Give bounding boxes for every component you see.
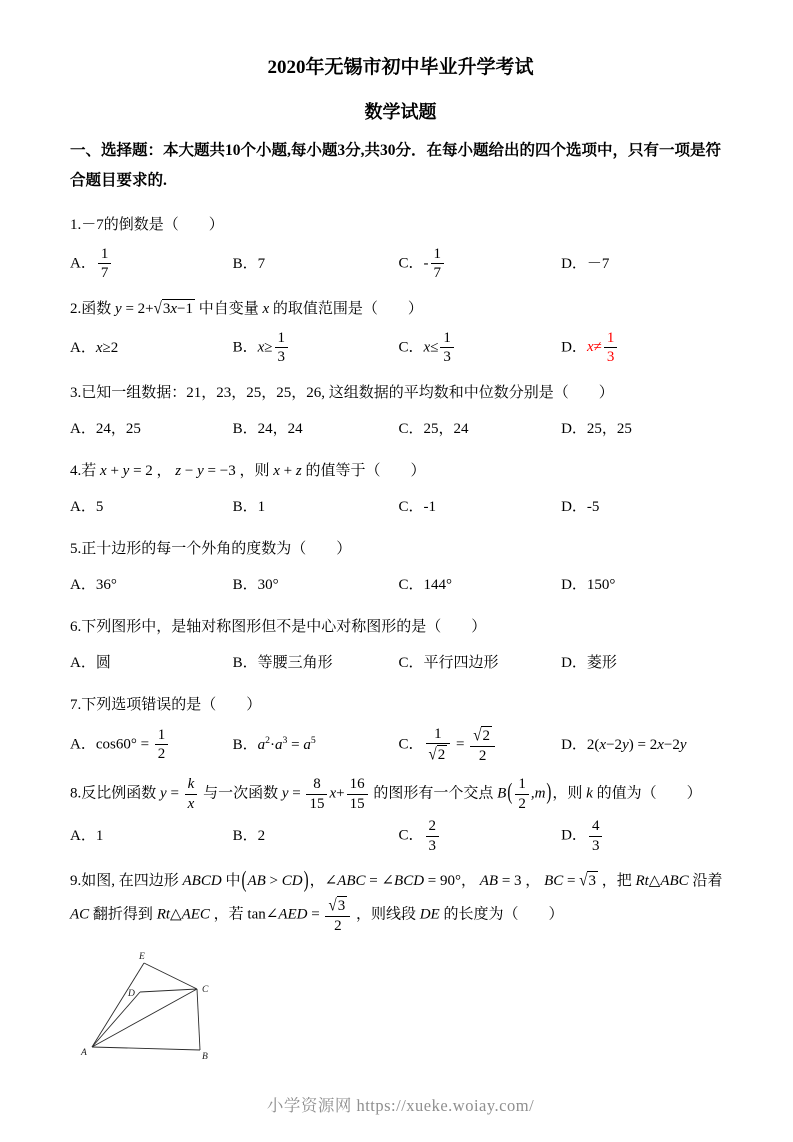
question-3-options	[70, 414, 731, 444]
question-5-stem: 5.正十边形的每一个外角的度数为（ ）	[70, 540, 352, 557]
question-1-option-A: A． $\frac{1}{7}$	[70, 246, 233, 282]
question-5-options	[70, 570, 731, 600]
question-2-options	[70, 330, 731, 366]
question-6	[70, 612, 731, 678]
question-1-stem: 1.－7的倒数是（ ）	[70, 216, 224, 233]
question-2-option-A: A．x≥2	[70, 339, 119, 356]
question-7	[70, 690, 731, 765]
question-5-option-A: A．36°	[70, 576, 117, 593]
question-3-option-A: A．24，25	[70, 420, 141, 437]
question-3-option-C: C．25，24	[398, 420, 469, 437]
question-1-option-D: D．－7	[561, 255, 610, 272]
question-4-options	[70, 492, 731, 522]
question-5	[70, 534, 731, 600]
question-9-stem: 9.如图, 在四边形 ABCD 中(AB > CD)，∠ABC = ∠BCD = 90°， AB = 3 ， BC = √3 ，把 Rt△ABC 沿着 AC 翻折得到 Rt△AEC ，若 tan∠AED = $\frac{√3}{2}$ ，则线段 DE 的长度为（ ）	[70, 868, 723, 935]
question-6-option-B: B．等腰三角形	[232, 654, 333, 671]
question-6-option-D: D．菱形	[561, 654, 617, 671]
question-7-option-C: C． $\frac{1}{√2}$ = $\frac{√2}{2}$	[399, 726, 562, 765]
question-1-option-C: C．- $\frac{1}{7}$	[399, 246, 562, 282]
figure-label-a: A	[81, 1047, 87, 1058]
exam-subtitle: 数学试题	[364, 101, 437, 122]
question-8-option-B: B．2	[232, 828, 266, 845]
question-1-options	[70, 246, 731, 282]
question-5-option-B: B．30°	[232, 576, 279, 593]
question-8-options	[70, 818, 731, 854]
question-1-option-B: B．7	[232, 255, 266, 272]
question-6-option-A: A．圆	[70, 654, 111, 671]
question-4-option-D: D．-5	[561, 498, 600, 515]
question-5-option-C: C．144°	[398, 576, 453, 593]
question-3	[70, 378, 731, 444]
question-1	[70, 210, 731, 282]
question-7-option-D: D．2(x−2y) = 2x−2y	[561, 736, 687, 753]
question-8-option-D: D． $\frac{4}{3}$	[561, 818, 731, 854]
question-4-option-A: A．5	[70, 498, 104, 515]
question-8	[70, 776, 731, 854]
figure-label-b: B	[202, 1051, 208, 1062]
question-2-option-C: C．x≤ $\frac{1}{3}$	[399, 330, 562, 366]
question-list	[70, 207, 731, 939]
exam-title: 2020年无锡市初中毕业升学考试	[267, 57, 534, 78]
figure-label-e: E	[139, 951, 145, 962]
question-6-options	[70, 648, 731, 678]
question-5-option-D: D．150°	[561, 576, 616, 593]
question-3-option-D: D．25，25	[561, 420, 632, 437]
question-8-option-A: A．1	[70, 828, 104, 845]
footer-watermark: 小学资源网 https://xueke.woiay.com/	[266, 1095, 535, 1115]
figure-label-c: C	[202, 984, 209, 995]
question-7-stem: 7.下列选项错误的是（ ）	[70, 696, 262, 713]
question-4	[70, 456, 731, 522]
question-6-stem: 6.下列图形中，是轴对称图形但不是中心对称图形的是（ ）	[70, 618, 487, 635]
question-8-stem: 8.反比例函数 y = $\frac{k}{x}$ 与一次函数 y = $\frac{8}{15}$ x+ $\frac{16}{15}$ 的图形有一个交点 B( $\frac{1}{2}$ ,m)，则 k 的值为（ ）	[70, 776, 702, 812]
question-7-option-A: A．cos60° = $\frac{1}{2}$	[70, 727, 233, 763]
question-2	[70, 294, 731, 366]
question-6-option-C: C．平行四边形	[398, 654, 499, 671]
geometry-figure	[78, 947, 228, 1067]
question-8-option-C: C． $\frac{2}{3}$	[399, 818, 562, 854]
question-3-option-B: B．24，24	[232, 420, 303, 437]
question-7-options	[70, 726, 731, 765]
question-7-option-B: B．$a^2\cdot a^3 = a^5$	[232, 734, 316, 753]
question-9-figure	[78, 947, 731, 1072]
question-2-option-B: B．x≥ $\frac{1}{3}$	[233, 330, 399, 366]
question-2-option-D: D．x≠ $\frac{1}{3}$	[561, 330, 731, 366]
section-heading: 一、选择题：本大题共10个小题,每小题3分,共30分．在每小题给出的四个选项中，只有一项是符合题目要求的.	[70, 142, 722, 190]
question-4-option-B: B．1	[232, 498, 266, 515]
question-4-option-C: C．-1	[398, 498, 437, 515]
question-4-stem: 4.若 x + y = 2 ， z − y = −3 ，则 x + z 的值等于（ ）	[70, 462, 426, 479]
figure-lines	[92, 963, 200, 1050]
figure-label-d: D	[128, 988, 135, 999]
question-2-stem: 2.函数 y = 2+√3x−1 中自变量 x 的取值范围是（ ）	[70, 299, 423, 318]
question-3-stem: 3.已知一组数据：21，23，25，25，26, 这组数据的平均数和中位数分别是（ ）	[70, 384, 614, 401]
question-9	[70, 866, 731, 935]
